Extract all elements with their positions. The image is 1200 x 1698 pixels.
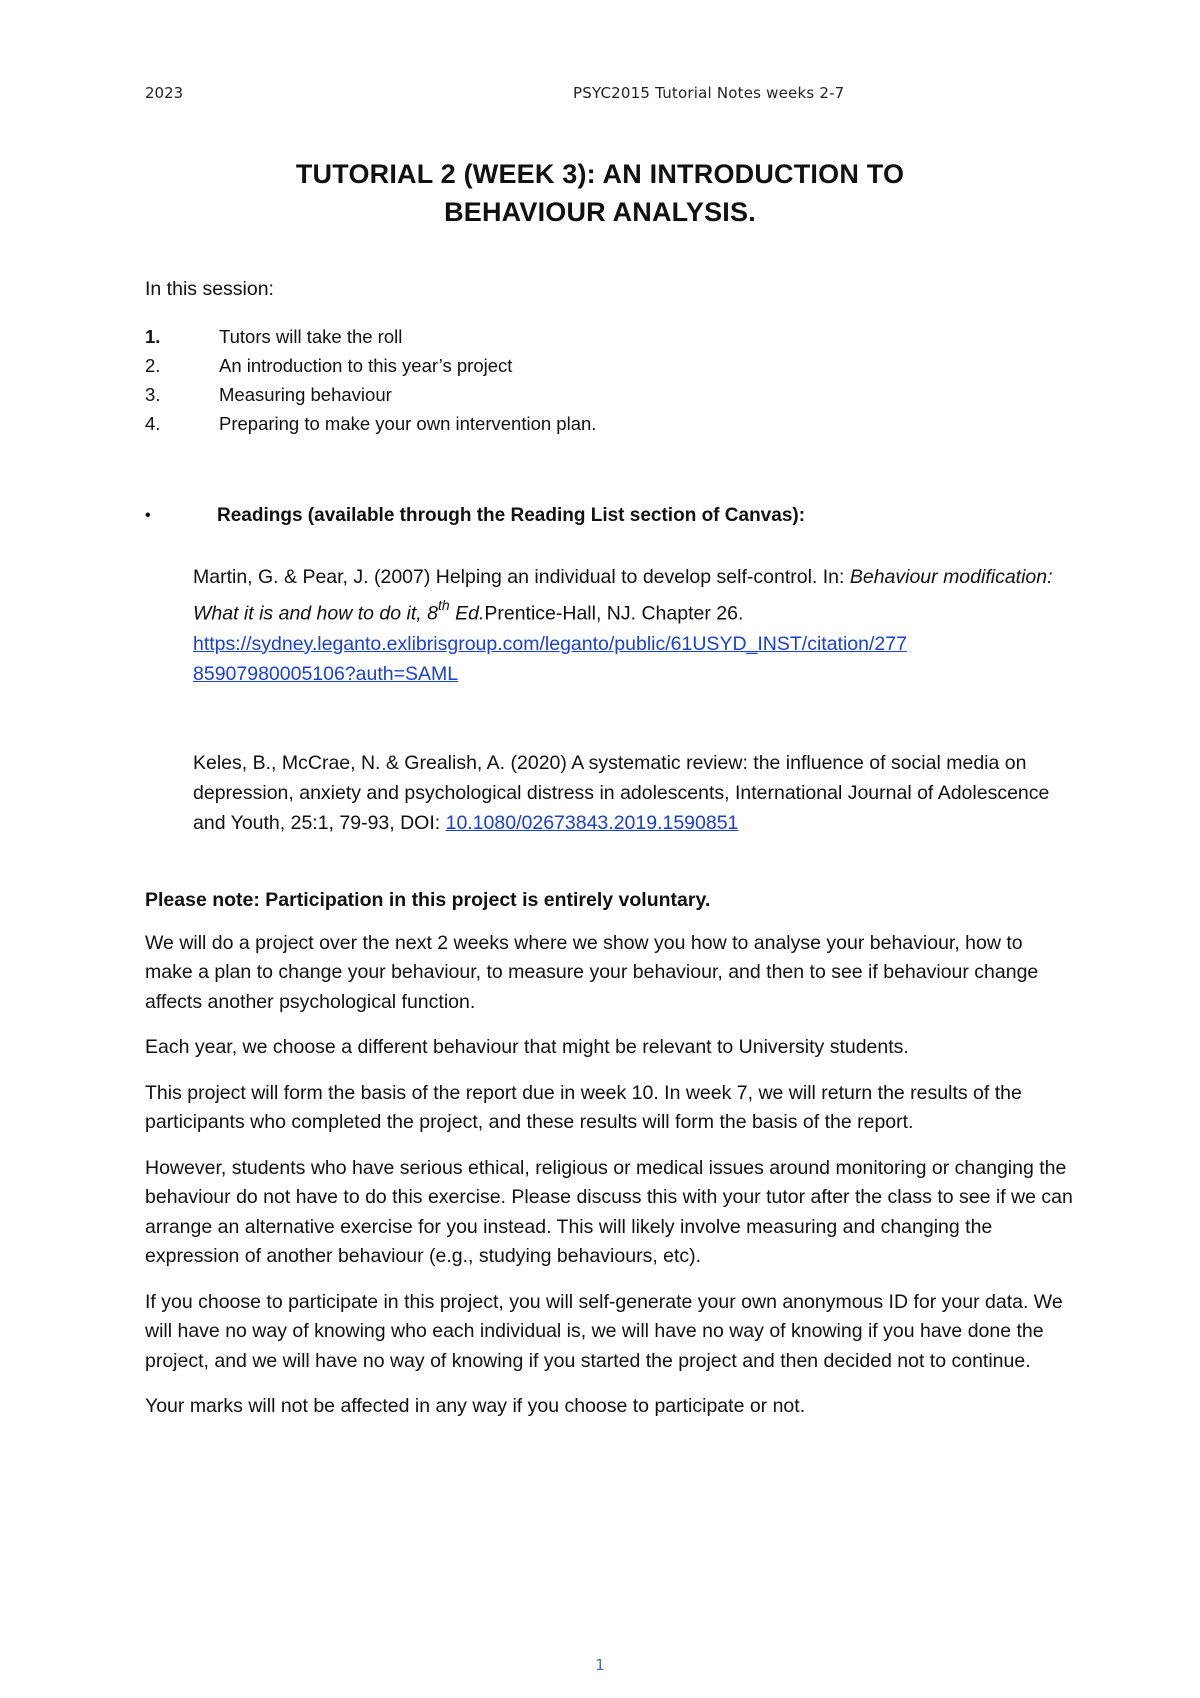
reference-link[interactable] — [193, 633, 907, 685]
reference-superscript: th — [437, 597, 450, 613]
header-year: 2023 — [145, 84, 184, 102]
body-paragraph: We will do a project over the next 2 weeks where we show you how to analyse your behaviour, how to make a plan to change your behaviour, to measure your behaviour, and then to see if behaviour change affects another psychological function. — [145, 931, 1039, 1013]
participation-note: Please note: Participation in this project is entirely voluntary. — [145, 889, 711, 911]
agenda-item — [145, 380, 596, 409]
bullet-icon: • — [145, 507, 151, 524]
readings-heading — [145, 505, 805, 527]
agenda-item — [145, 409, 596, 438]
session-intro: In this session: — [145, 278, 274, 300]
agenda-item-number: 4. — [145, 413, 161, 434]
agenda-item — [145, 351, 596, 380]
title-line-2: BEHAVIOUR ANALYSIS. — [444, 197, 756, 227]
agenda-item-text: Measuring behaviour — [219, 384, 392, 405]
page-title — [145, 155, 1055, 231]
reference-keles — [193, 748, 1073, 838]
reference-book-title: Behaviour modification: What it is and how to do it, 8 — [193, 566, 1053, 625]
page-number: 1 — [595, 1656, 605, 1674]
agenda-item-number: 3. — [145, 384, 161, 405]
body-paragraph: Each year, we choose a different behaviour that might be relevant to University students. — [145, 1036, 909, 1058]
body-paragraph: Your marks will not be affected in any way if you choose to participate or not. — [145, 1395, 806, 1417]
agenda-item-text: Tutors will take the roll — [219, 326, 403, 347]
body-paragraph: This project will form the basis of the report due in week 10. In week 7, we will return the results of the participants who completed the project, and these results will form the basis of the report. — [145, 1081, 1022, 1133]
agenda-item-text: Preparing to make your own intervention plan. — [219, 413, 597, 434]
reference-link-line-2: 85907980005106?auth=SAML — [193, 662, 459, 685]
reference-martin-pear — [193, 562, 1073, 689]
header-course-title: PSYC2015 Tutorial Notes weeks 2-7 — [573, 84, 845, 102]
reference-edition: Ed. — [449, 602, 485, 625]
session-agenda-list — [145, 322, 596, 438]
agenda-item-number: 2. — [145, 355, 161, 376]
agenda-item-number: 1. — [145, 326, 161, 347]
body-section — [145, 886, 1075, 1438]
body-paragraph: If you choose to participate in this project, you will self-generate your own anonymous ID for your data. We will have no way of knowing who each individual is, we will have no way of knowing if you have done the project, and we will have no way of knowing if you started the project and then decided not to continue. — [145, 1290, 1063, 1372]
agenda-item-text: An introduction to this year’s project — [219, 355, 513, 376]
agenda-item — [145, 322, 596, 351]
body-paragraph: However, students who have serious ethical, religious or medical issues around monitoring or changing the behaviour do not have to do this exercise. Please discuss this with your tutor after the class to see if we can arrange an alternative exercise for you instead. This will likely involve measuring and changing the expression of another behaviour (e.g., studying behaviours, etc). — [145, 1156, 1073, 1267]
title-line-1: TUTORIAL 2 (WEEK 3): AN INTRODUCTION TO — [295, 159, 905, 189]
reference-text: Martin, G. & Pear, J. (2007) Helping an individual to develop self-control. In: — [193, 566, 850, 588]
doi-link[interactable]: 10.1080/02673843.2019.1590851 — [445, 812, 739, 834]
reference-publisher: Prentice-Hall, NJ. Chapter 26. — [484, 602, 744, 625]
reference-text: Keles, B., McCrae, N. & Grealish, A. (2020) A systematic review: the influence of social media on depression, anxiety and psychological distress in adolescents, International Journal of Adolescence and Youth, 25:1, 79-93, DOI: — [193, 752, 1050, 834]
reference-link-line-1: https://sydney.leganto.exlibrisgroup.com/leganto/public/61USYD_INST/citation/277 — [193, 632, 907, 655]
readings-heading-text: Readings (available through the Reading List section of Canvas): — [217, 505, 806, 526]
